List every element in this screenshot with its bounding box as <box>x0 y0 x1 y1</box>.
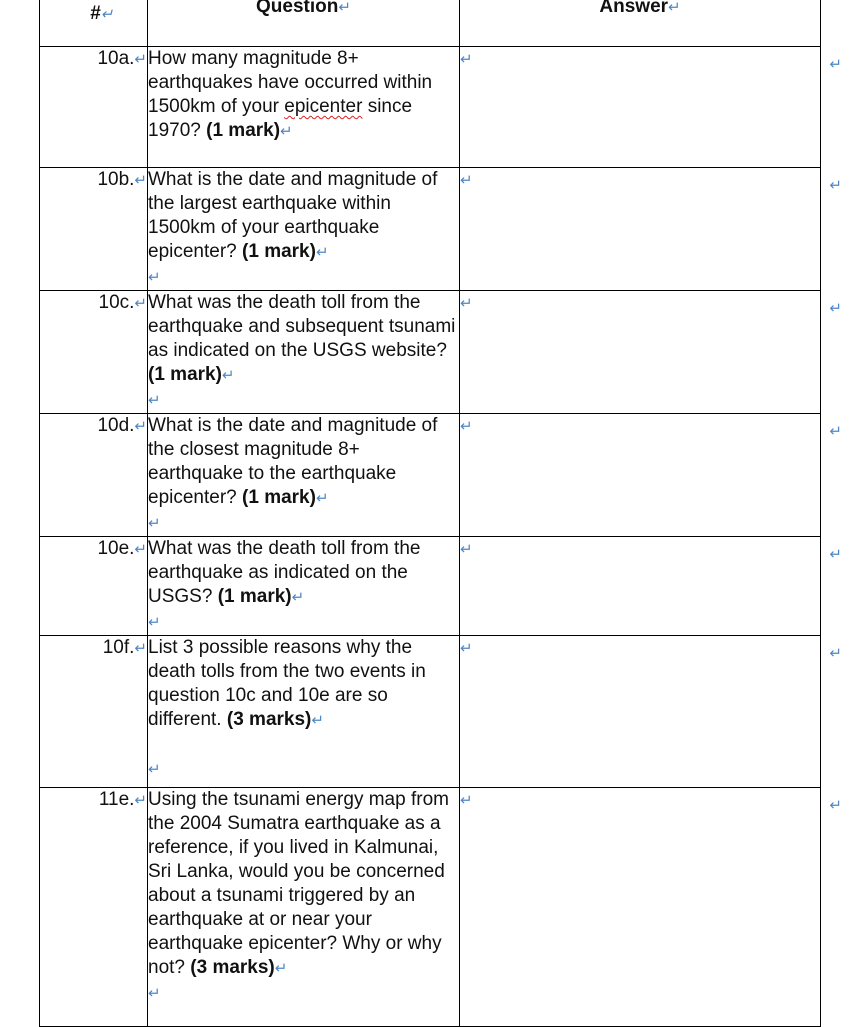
row-end-mark: ↵ <box>829 177 842 194</box>
answer-cell[interactable]: ↵ ↵ <box>460 788 821 1027</box>
answer-cell[interactable]: ↵ ↵ <box>460 636 821 788</box>
answer-cell[interactable]: ↵ ↵ <box>460 291 821 414</box>
header-question: Question↵ <box>148 0 460 47</box>
question-cell: List 3 possible reasons why the death tolls from the two events in question 10c and 10e are so different. (3 marks)↵ ↵ <box>148 636 460 788</box>
row-end-mark: ↵ <box>829 645 842 662</box>
question-number: 10b.↵ <box>40 168 148 291</box>
answer-cell[interactable]: ↵ ↵ <box>460 168 821 291</box>
table-row <box>40 291 821 414</box>
row-end-mark: ↵ <box>829 56 842 73</box>
table-row <box>40 537 821 636</box>
question-number: 10f.↵ <box>40 636 148 788</box>
question-cell: Using the tsunami energy map from the 2004 Sumatra earthquake as a reference, if you lived in Kalmunai, Sri Lanka, would you be concerned about a tsunami triggered by an earthquake at or near your earthquake epicenter? Why or why not? (3 marks)↵ ↵ <box>148 788 460 1027</box>
table-row <box>40 414 821 537</box>
header-answer: Answer↵ <box>460 0 821 47</box>
table-row <box>40 636 821 788</box>
question-number: 10e.↵ <box>40 537 148 636</box>
answer-cell[interactable]: ↵ ↵ <box>460 414 821 537</box>
question-cell: What is the date and magnitude of the largest earthquake within 1500km of your earthquake epicenter? (1 mark)↵ ↵ <box>148 168 460 291</box>
question-cell: What was the death toll from the earthquake and subsequent tsunami as indicated on the USGS website? (1 mark)↵ ↵ <box>148 291 460 414</box>
question-cell: How many magnitude 8+ earthquakes have occurred within 1500km of your epicenter since 1970? (1 mark)↵ <box>148 47 460 168</box>
header-number: #↵ <box>40 0 148 47</box>
row-end-mark: ↵ <box>829 546 842 563</box>
row-end-mark: ↵ <box>829 423 842 440</box>
row-end-mark: ↵ <box>829 797 842 814</box>
answer-cell[interactable]: ↵ ↵ <box>460 47 821 168</box>
question-number: 10a.↵ <box>40 47 148 168</box>
question-cell: What is the date and magnitude of the closest magnitude 8+ earthquake to the earthquake epicenter? (1 mark)↵ ↵ <box>148 414 460 537</box>
question-number: 11e.↵ <box>40 788 148 1027</box>
question-number: 10c.↵ <box>40 291 148 414</box>
answer-cell[interactable]: ↵ ↵ <box>460 537 821 636</box>
row-end-mark: ↵ <box>829 300 842 317</box>
table-row <box>40 168 821 291</box>
misspelled-word[interactable]: epicenter <box>284 96 363 117</box>
table-header-row <box>40 0 821 47</box>
table-row <box>40 788 821 1027</box>
question-answer-table <box>39 0 842 1027</box>
table-row <box>40 47 821 168</box>
question-number: 10d.↵ <box>40 414 148 537</box>
question-cell: What was the death toll from the earthquake as indicated on the USGS? (1 mark)↵ ↵ <box>148 537 460 636</box>
